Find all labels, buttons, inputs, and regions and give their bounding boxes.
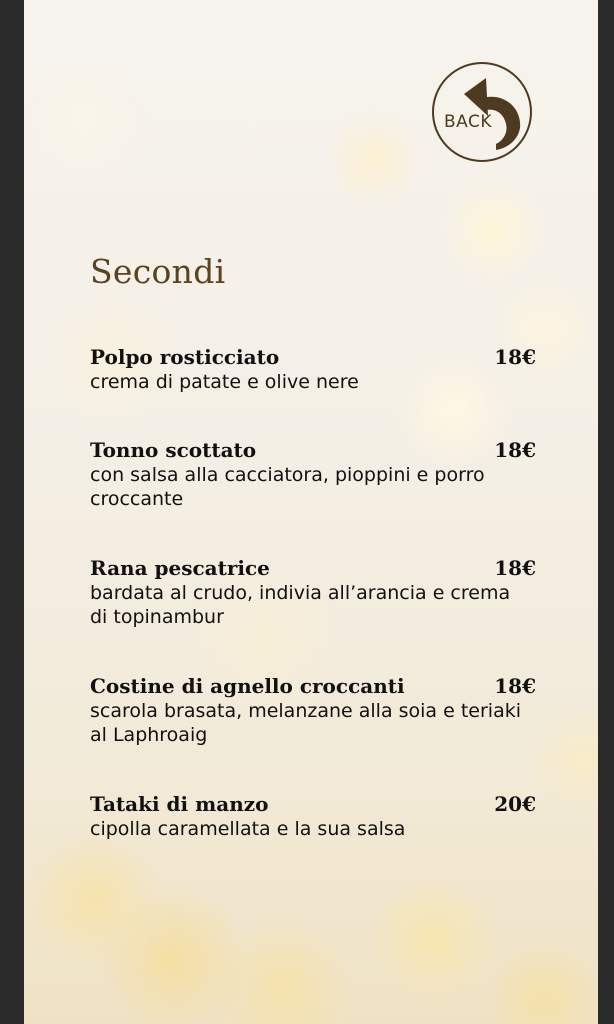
back-button[interactable] (432, 62, 532, 162)
menu-item (90, 673, 536, 747)
item-name: Rana pescatrice (90, 556, 270, 580)
menu-item (90, 555, 536, 629)
item-description: cipolla caramellata e la sua salsa (90, 818, 406, 840)
item-description: con salsa alla cacciatora, pioppini e porro croccante (90, 464, 485, 510)
item-price: 20€ (494, 792, 536, 816)
item-description: scarola brasata, melanzane alla soia e teriaki al Laphroaig (90, 700, 521, 746)
section-title: Secondi (90, 252, 226, 291)
item-name: Costine di agnello croccanti (90, 674, 405, 698)
item-price: 18€ (494, 345, 536, 369)
item-description: bardata al crudo, indivia all’arancia e crema di topinambur (90, 582, 511, 628)
back-label: BACK (444, 112, 493, 132)
item-name: Polpo rosticciato (90, 345, 280, 369)
menu-item (90, 791, 536, 841)
item-price: 18€ (494, 556, 536, 580)
item-price: 18€ (494, 438, 536, 462)
item-price: 18€ (494, 674, 536, 698)
menu-item (90, 344, 536, 394)
item-name: Tonno scottato (90, 438, 257, 462)
menu-page (24, 0, 598, 1024)
item-description: crema di patate e olive nere (90, 371, 359, 393)
menu-item (90, 437, 536, 511)
item-name: Tataki di manzo (90, 792, 269, 816)
